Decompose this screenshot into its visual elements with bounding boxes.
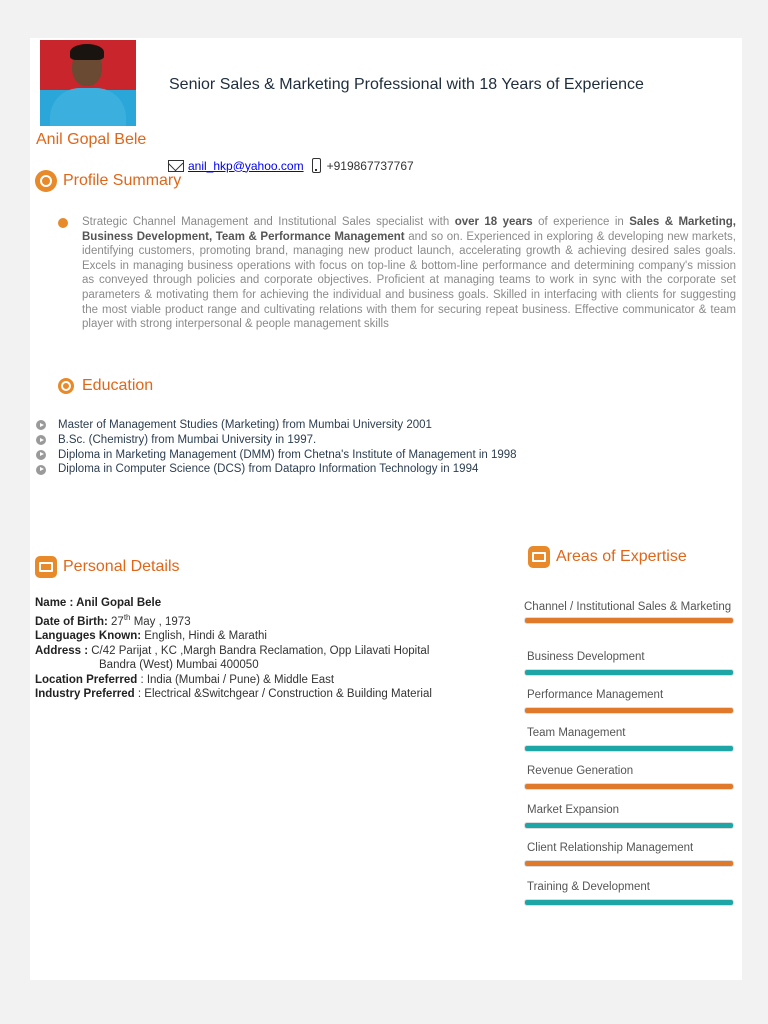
expertise-item: Market Expansion — [524, 793, 734, 831]
expertise-bar — [524, 617, 734, 624]
profile-icon — [35, 170, 57, 192]
personal-details-heading: Personal Details — [35, 556, 180, 578]
expertise-bar — [524, 669, 734, 676]
graduation-cap-icon — [58, 378, 74, 394]
education-heading: Education — [58, 377, 153, 395]
phone-icon — [312, 158, 321, 173]
presentation-icon — [528, 546, 550, 568]
profile-summary-text: Strategic Channel Management and Institutional Sales specialist with over 18 years of experience in Sales & Marketing, Business Development, Team & Performance Management and so on. Experienced in exploring & developing new markets, identifying customers, promoting brand, managing new product launch, accelerating growth & achieving desired sales goals. Excels in managing business operations with focus on top-line & bottom-line performance and determining company's mission as conveyed through policies and corporate objectives. Proficient at managing teams to work in sync with the corporate set parameters & motivating them for achieving the individual and business goals. Skilled in interfacing with clients for suggesting the most viable product range and cultivating relations with them for securing repeat business. Effective communicator & team player with strong interpersonal & people management skills — [82, 216, 736, 331]
arrow-bullet-icon — [36, 450, 46, 460]
id-card-icon — [35, 556, 57, 578]
expertise-list — [524, 600, 734, 908]
email-link[interactable]: anil_hkp@yahoo.com — [188, 158, 304, 173]
expertise-bar — [524, 783, 734, 790]
phone-number: +919867737767 — [326, 158, 414, 173]
expertise-item: Revenue Generation — [524, 754, 734, 793]
expertise-bar — [524, 707, 734, 714]
contact-line — [168, 158, 414, 173]
summary-bullet-icon — [58, 218, 68, 228]
candidate-name: Anil Gopal Bele — [36, 131, 147, 148]
expertise-item: Team Management — [524, 716, 734, 754]
expertise-bar — [524, 822, 734, 829]
expertise-item: Performance Management — [524, 678, 734, 716]
profile-summary-heading: Profile Summary — [35, 170, 181, 192]
list-item: B.Sc. (Chemistry) from Mumbai University in 1997. — [36, 433, 517, 448]
expertise-item: Client Relationship Management — [524, 831, 734, 870]
arrow-bullet-icon — [36, 465, 46, 475]
resume-page — [30, 38, 742, 980]
expertise-item: Training & Development — [524, 870, 734, 908]
expertise-bar — [524, 860, 734, 867]
profile-photo — [40, 40, 136, 126]
expertise-item: Business Development — [524, 640, 734, 678]
list-item: Diploma in Computer Science (DCS) from Datapro Information Technology in 1994 — [36, 462, 517, 477]
list-item: Diploma in Marketing Management (DMM) from Chetna's Institute of Management in 1998 — [36, 448, 517, 463]
list-item: Master of Management Studies (Marketing) from Mumbai University 2001 — [36, 418, 517, 433]
arrow-bullet-icon — [36, 420, 46, 430]
expertise-bar — [524, 899, 734, 906]
expertise-bar — [524, 745, 734, 752]
headline: Senior Sales & Marketing Professional with 18 Years of Experience — [169, 76, 644, 93]
expertise-item: Channel / Institutional Sales & Marketing — [524, 600, 734, 640]
expertise-heading: Areas of Expertise — [528, 546, 687, 568]
personal-details: Name : Anil Gopal Bele Date of Birth: 27th May , 1973 Languages Known: English, Hindi & Marathi Address : C/42 Parijat , KC ,Margh Bandra Reclamation, Opp Lilavati Hopital Bandra (West) Mumbai 400050 Location Preferred : India (Mumbai / Pune) & Middle East Industry Preferred : Electrical &Switchgear / Construction & Building Material — [35, 597, 432, 701]
arrow-bullet-icon — [36, 435, 46, 445]
education-list — [36, 418, 517, 477]
